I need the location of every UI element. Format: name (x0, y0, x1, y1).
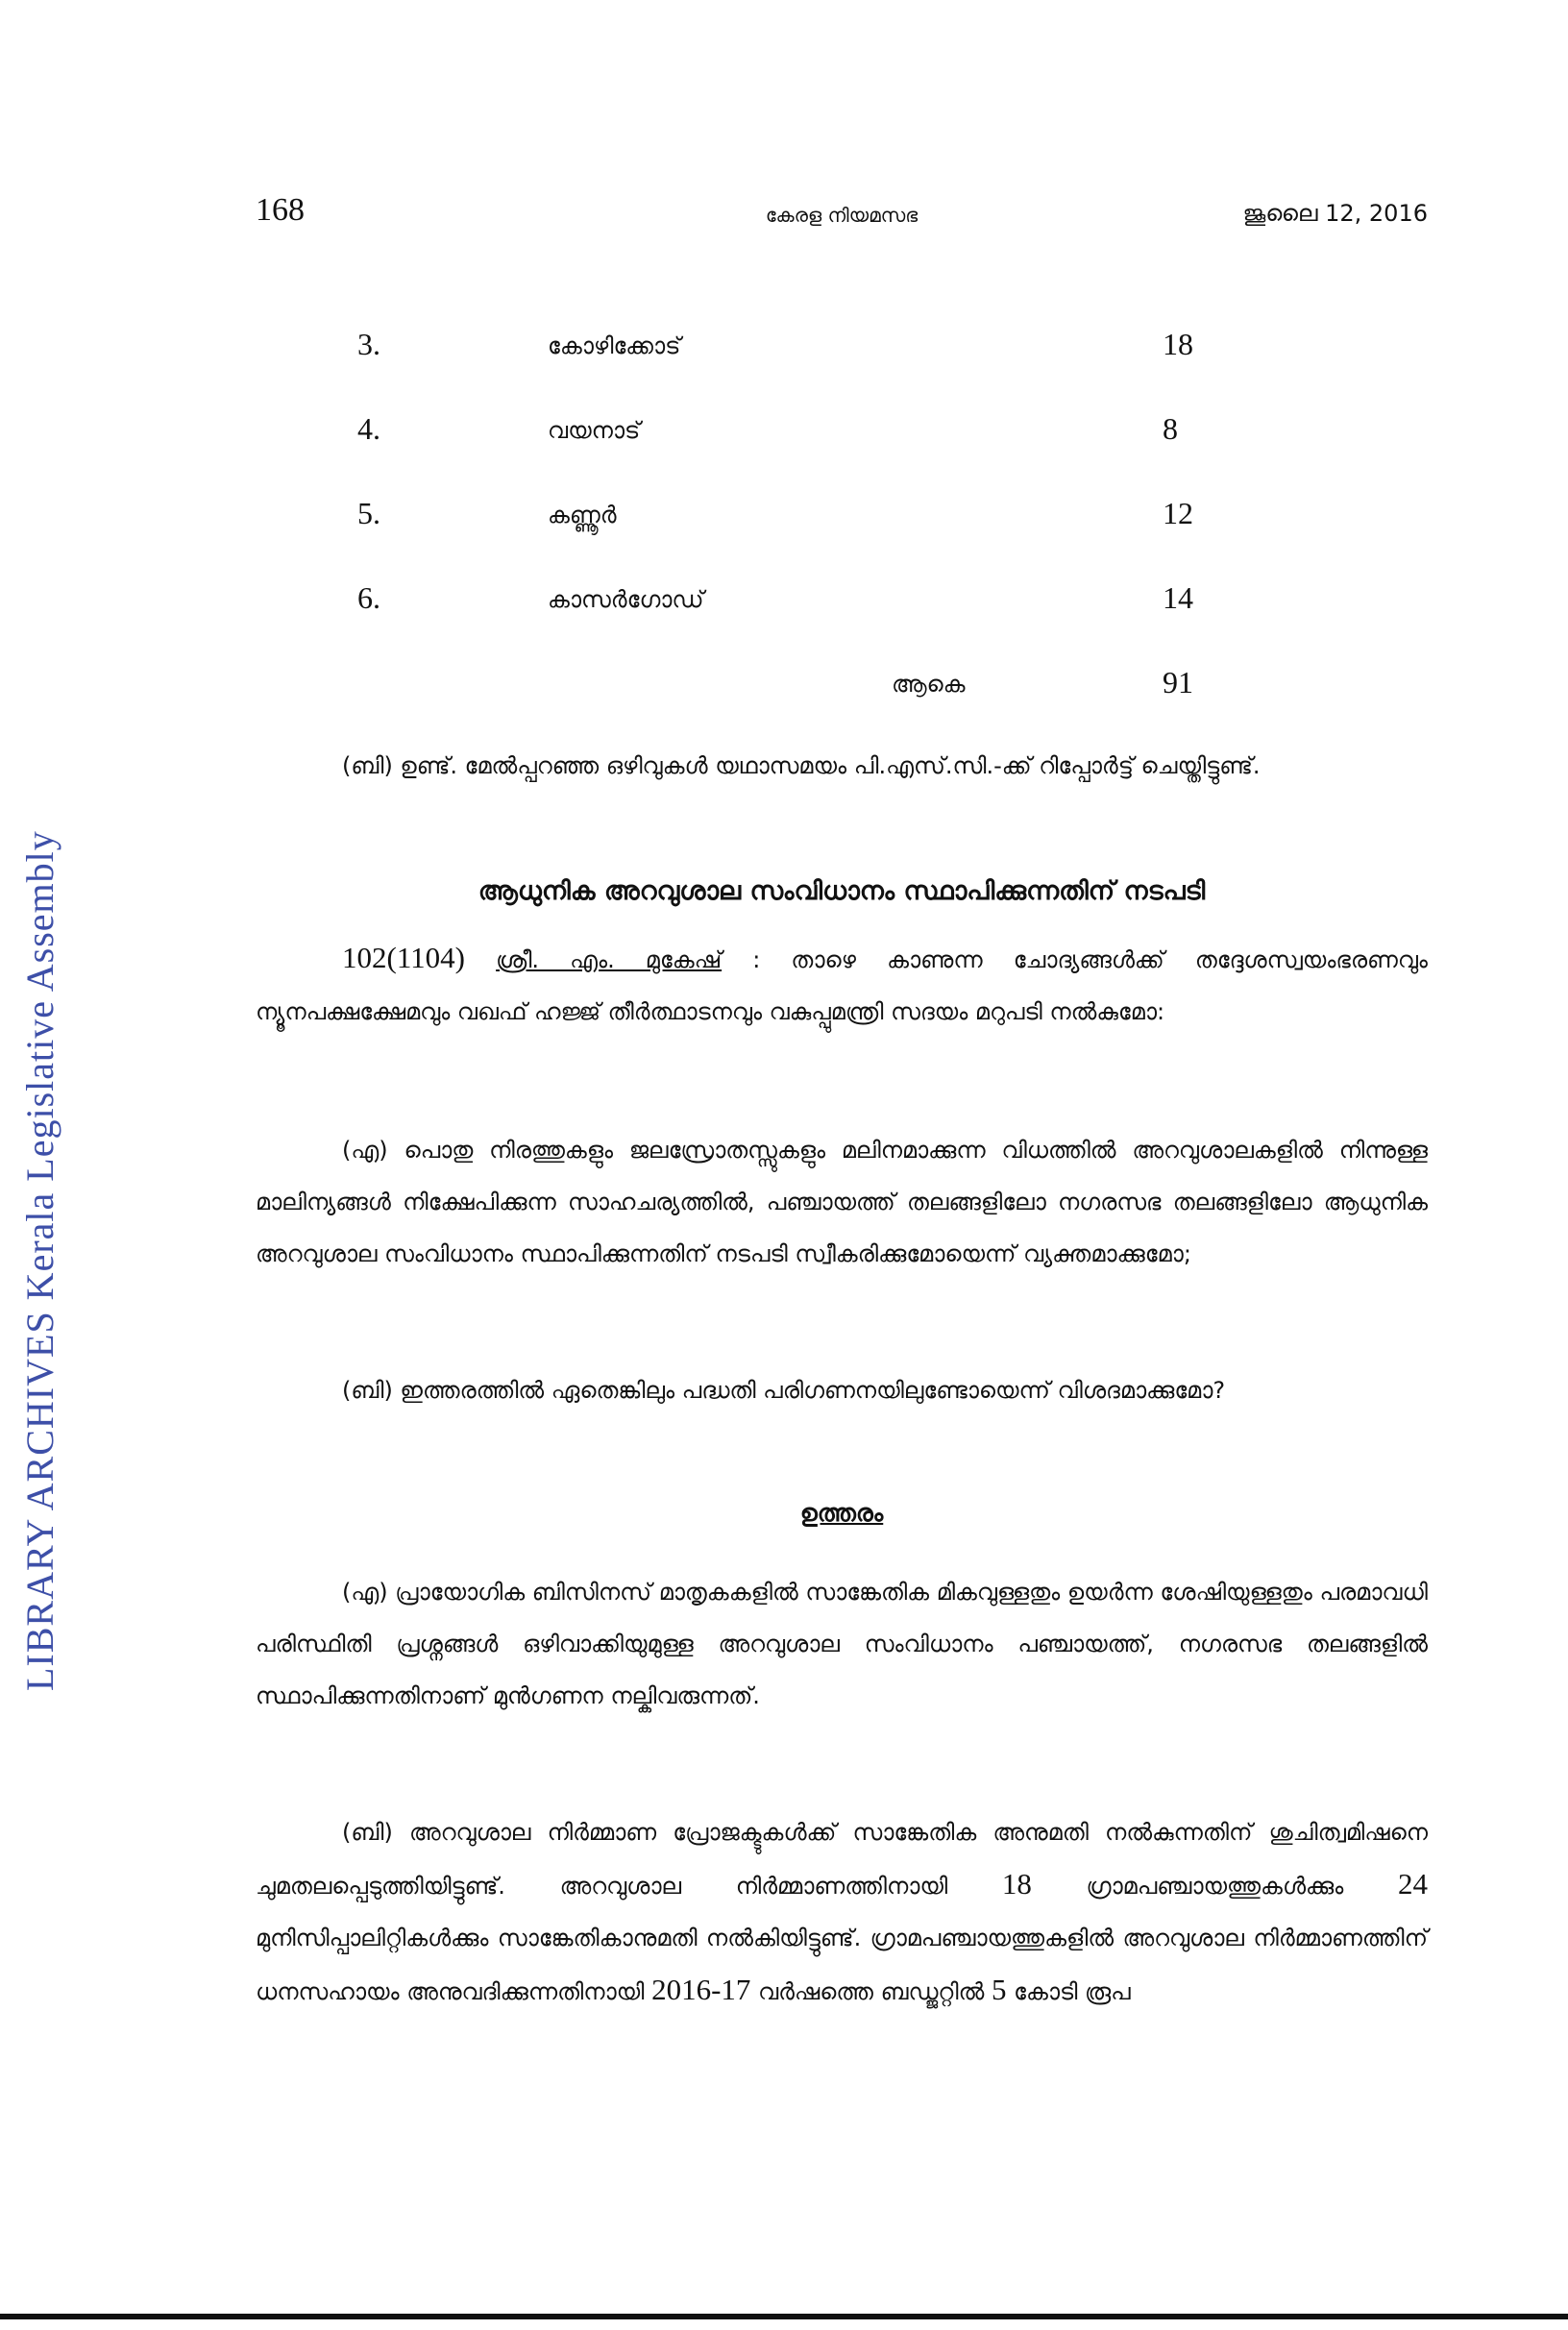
answer-b-part2: ഗ്രാമപഞ്ചായത്തുകൾക്കും (1086, 1873, 1344, 1900)
answer-b-part5: കോടി രൂപ (1014, 1978, 1131, 2005)
row-district: കാസർഗോഡ് (548, 586, 704, 613)
answer-b-num4: 5 (992, 1973, 1007, 2006)
answer-heading: ഉത്തരം (799, 1499, 884, 1527)
page-header (256, 192, 1428, 240)
member-name: ശ്രീ. എം. മുകേഷ് (496, 946, 723, 973)
question-a: (എ) പൊതു നിരത്തുകളും ജലസ്രോതസ്സുകളും മലിനമാക്കുന്ന വിധത്തിൽ അറവുശാലകളിൽ നിന്നുള്ള മാലിന്യങ്ങൾ നിക്ഷേപിക്കുന്ന സാഹചര്യത്തിൽ, പഞ്ചായത്ത് തലങ്ങളിലോ നഗരസഭ തലങ്ങളിലോ ആധുനിക അറവുശാല സംവിധാനം സ്ഥാപിക്കുന്നതിന് നടപടി സ്വീകരിക്കുമോയെന്ന് വ്യക്തമാക്കുമോ; (256, 1137, 1428, 1267)
page-number: 168 (256, 192, 305, 228)
question-intro (256, 932, 1428, 1038)
table-row (0, 496, 1568, 540)
row-number: 6. (357, 580, 380, 615)
question-number: 102(1104) (342, 941, 465, 974)
row-value: 14 (1163, 580, 1193, 615)
row-value: 8 (1163, 411, 1178, 446)
answer-b-num3: 2016-17 (651, 1973, 751, 2006)
row-value: 12 (1163, 496, 1193, 530)
answer-b (256, 1806, 1428, 2018)
table-row (0, 580, 1568, 625)
answer-b-part4: വർഷത്തെ ബഡ്ജറ്റിൽ (758, 1978, 985, 2005)
table-row (0, 327, 1568, 371)
row-district: കണ്ണൂർ (548, 502, 617, 528)
answer-b-part1: (ബി) അറവുശാല നിർമ്മാണ പ്രോജക്ടുകൾക്ക് സാങ്കേതിക അനുമതി നൽകുന്നതിന് ശുചിത്വമിഷനെ ചുമതലപ്പെടുത്തിയിട്ടുണ്ട്. അറവുശാല നിർമ്മാണത്തിനായി (256, 1819, 1428, 1900)
table-total-row (0, 665, 1568, 709)
total-value: 91 (1163, 665, 1193, 699)
side-watermark: LIBRARY ARCHIVES Kerala Legislative Assembly (18, 830, 61, 1691)
row-district: വയനാട് (548, 417, 641, 444)
header-title: കേരള നിയമസഭ (765, 204, 919, 227)
row-district: കോഴിക്കോട് (548, 332, 681, 359)
total-label: ആകെ (892, 671, 966, 698)
answer-b-num2: 24 (1398, 1867, 1429, 1901)
row-value: 18 (1163, 327, 1193, 361)
row-number: 4. (357, 411, 380, 446)
header-date: ജൂലൈ 12, 2016 (1242, 200, 1428, 227)
answer-b-num1: 18 (1001, 1867, 1032, 1901)
row-number: 5. (357, 496, 380, 530)
footer-rule (0, 2314, 1568, 2319)
question-b: (ബി) ഇത്തരത്തിൽ ഏതെങ്കിലും പദ്ധതി പരിഗണനയിലുണ്ടോയെന്ന് വിശദമാക്കുമോ? (342, 1377, 1226, 1404)
answer-a: (എ) പ്രായോഗിക ബിസിനസ് മാതൃകകളിൽ സാങ്കേതിക മികവുള്ളതും ഉയർന്ന ശേഷിയുള്ളതും പരമാവധി പരിസ്ഥിതി പ്രശ്നങ്ങൾ ഒഴിവാക്കിയുമുള്ള അറവുശാല സംവിധാനം പഞ്ചായത്ത്, നഗരസഭ തലങ്ങളിൽ സ്ഥാപിക്കുന്നതിനാണ് മുൻഗണന നല്കിവരുന്നത്. (256, 1579, 1428, 1709)
table-row (0, 411, 1568, 455)
previous-answer-b: (ബി) ഉണ്ട്. മേൽപ്പറഞ്ഞ ഒഴിവുകൾ യഥാസമയം പി.എസ്.സി.-ക്ക് റിപ്പോർട്ട് ചെയ്തിട്ടുണ്ട്. (342, 752, 1261, 779)
question-heading: ആധുനിക അറവുശാല സംവിധാനം സ്ഥാപിക്കുന്നതിന് നടപടി (478, 876, 1206, 906)
question-intro-text: : താഴെ കാണുന്ന ചോദ്യങ്ങൾക്ക് തദ്ദേശസ്വയംഭരണവും ന്യൂനപക്ഷക്ഷേമവും വഖഫ് ഹജ്ജ് തീർത്ഥാടനവും വകുപ്പുമന്ത്രി സദയം മറുപടി നൽകുമോ: (256, 946, 1428, 1025)
row-number: 3. (357, 327, 380, 361)
answer-b-part3: മുനിസിപ്പാലിറ്റികൾക്കും സാങ്കേതികാനുമതി നൽകിയിട്ടുണ്ട്. ഗ്രാമപഞ്ചായത്തുകളിൽ അറവുശാല നിർമ്മാണത്തിന് ധനസഹായം അനുവദിക്കുന്നതിനായി (256, 1925, 1428, 2005)
